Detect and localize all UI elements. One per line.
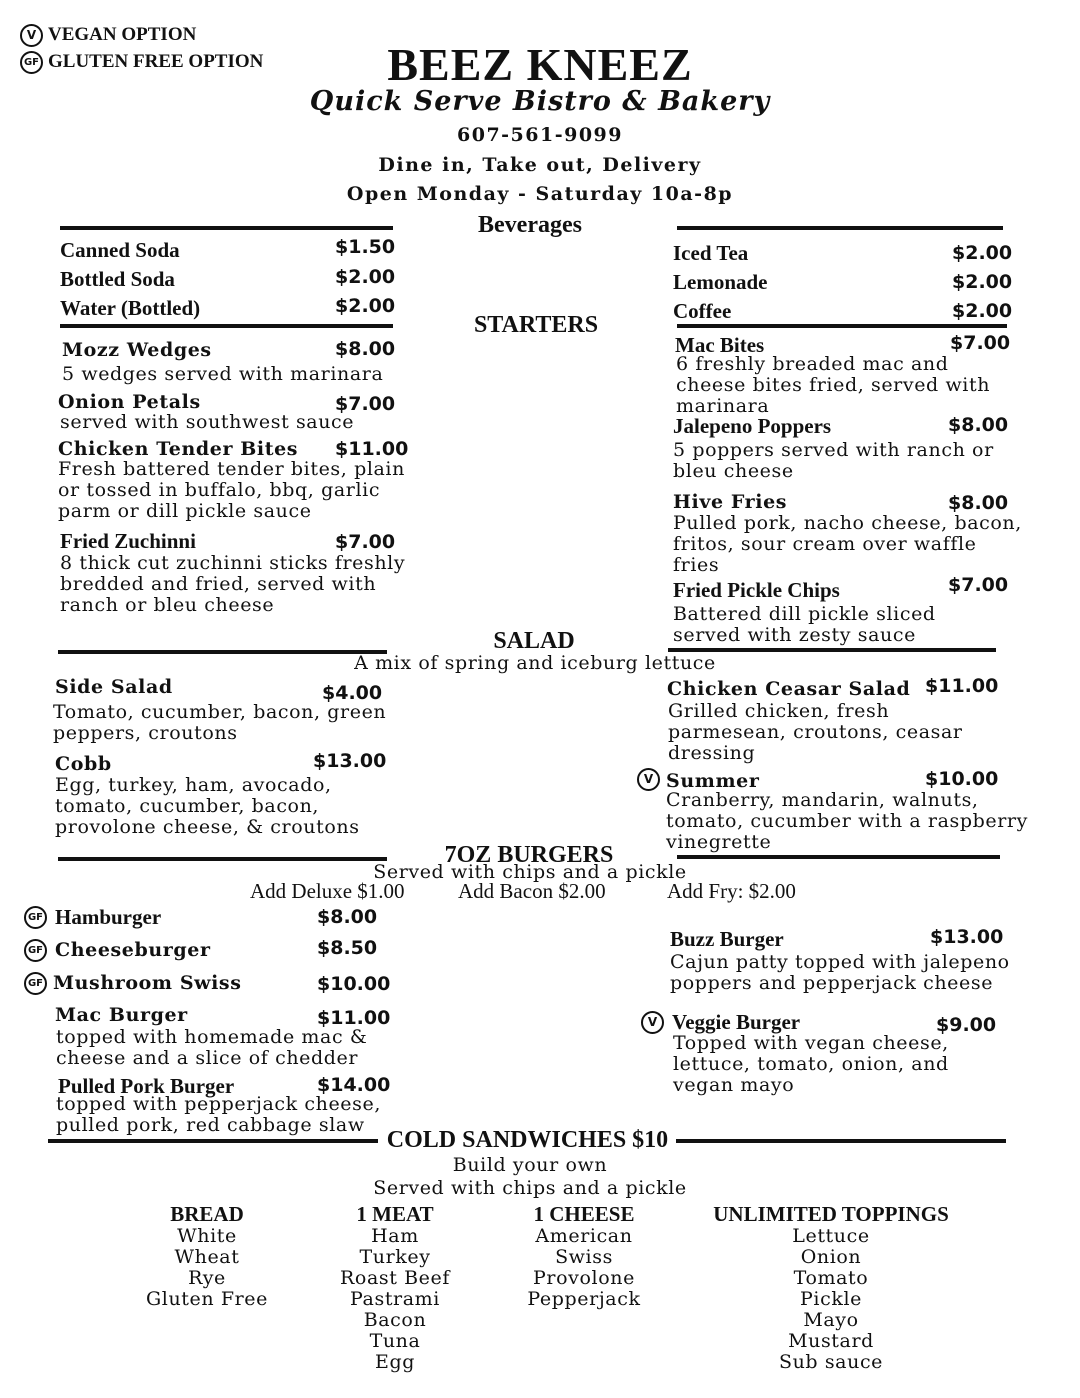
bread-options: BREAD White Wheat Rye Gluten Free xyxy=(107,1204,307,1310)
menu-item-price: $13.00 xyxy=(313,750,387,772)
option-item: Provolone xyxy=(533,1267,635,1289)
sandwiches-subheading: Build your own xyxy=(452,1154,608,1176)
addon-deluxe: Add Deluxe $1.00 xyxy=(250,879,405,903)
menu-item-description: Egg, turkey, ham, avocado, tomato, cucumber, bacon, provolone cheese, & croutons xyxy=(55,774,360,838)
sandwiches-heading: COLD SANDWICHES $10 xyxy=(386,1127,669,1153)
menu-item-description: Pulled pork, nacho cheese, bacon, fritos, sour cream over waffle fries xyxy=(673,512,1022,576)
menu-item-name: Veggie Burger xyxy=(672,1010,801,1034)
menu-item-price: $1.50 xyxy=(335,236,396,258)
menu-item-price: $2.00 xyxy=(335,295,396,317)
divider xyxy=(677,855,1000,859)
meat-options: 1 MEAT Ham Turkey Roast Beef Pastrami Bacon Tuna Egg xyxy=(295,1204,495,1373)
menu-item-description: Topped with vegan cheese, lettuce, tomato, onion, and vegan mayo xyxy=(673,1032,949,1096)
menu-item-name: Bottled Soda xyxy=(60,267,175,291)
menu-item-price: $7.00 xyxy=(335,393,396,415)
menu-item-name: Mac Bites xyxy=(675,333,765,357)
option-item: Lettuce xyxy=(792,1225,870,1247)
option-item: Pepperjack xyxy=(527,1288,641,1310)
menu-item-price: $10.00 xyxy=(925,768,999,790)
option-item: Egg xyxy=(375,1351,415,1373)
gluten-free-badge-icon: GF xyxy=(20,51,43,74)
menu-item-name: Mac Burger xyxy=(55,1004,188,1026)
restaurant-subtitle: Quick Serve Bistro & Bakery xyxy=(309,86,771,117)
menu-item-price: $14.00 xyxy=(317,1074,391,1096)
option-item: Pastrami xyxy=(350,1288,440,1310)
menu-item-price: $7.00 xyxy=(335,531,396,553)
menu-item-description: Cranberry, mandarin, walnuts, tomato, cucumber with a raspberry vinegrette xyxy=(666,789,1028,853)
menu-item-name: Onion Petals xyxy=(58,391,201,413)
menu-item-name: Jalepeno Poppers xyxy=(673,414,832,438)
menu-item-name: Chicken Tender Bites xyxy=(58,438,299,460)
divider xyxy=(668,648,996,652)
restaurant-title: BEEZ KNEEZ xyxy=(387,39,693,90)
menu-item-price: $11.00 xyxy=(925,675,999,697)
menu-item-name: Cobb xyxy=(55,753,112,775)
option-item: Turkey xyxy=(359,1246,431,1268)
menu-item-price: $11.00 xyxy=(317,1007,391,1029)
menu-item-description: 5 wedges served with marinara xyxy=(62,363,384,385)
gluten-free-badge-icon: GF xyxy=(24,906,47,929)
menu-item-name: Coffee xyxy=(673,299,732,323)
menu-item-price: $8.00 xyxy=(948,492,1009,514)
menu-item-price: $11.00 xyxy=(335,438,409,460)
vegan-badge-icon: V xyxy=(637,768,660,791)
menu-item-price: $8.00 xyxy=(317,906,378,928)
menu-item-name: Mozz Wedges xyxy=(62,339,212,361)
option-item: Gluten Free xyxy=(145,1288,268,1310)
option-item: Mayo xyxy=(803,1309,859,1331)
menu-item-name: Iced Tea xyxy=(673,241,749,265)
menu-item-price: $10.00 xyxy=(317,973,391,995)
burgers-subheading: Served with chips and a pickle xyxy=(373,861,687,883)
menu-item-name: Canned Soda xyxy=(60,238,180,262)
menu-item-description: served with southwest sauce xyxy=(60,411,355,433)
beverages-heading: Beverages xyxy=(478,212,582,238)
option-item: Onion xyxy=(800,1246,862,1268)
menu-item-name: Fried Pickle Chips xyxy=(673,578,840,602)
vegan-badge-icon: V xyxy=(641,1011,664,1034)
menu-item-name: Hamburger xyxy=(55,905,162,929)
phone-number: 607-561-9099 xyxy=(457,124,623,146)
burgers-heading: 7OZ BURGERS xyxy=(444,842,614,868)
menu-item-name: Buzz Burger xyxy=(670,927,784,951)
addon-bacon: Add Bacon $2.00 xyxy=(458,879,606,903)
option-item: Ham xyxy=(371,1225,419,1247)
service-options: Dine in, Take out, Delivery xyxy=(378,154,702,176)
option-item: Mustard xyxy=(788,1330,874,1352)
menu-item-name: Water (Bottled) xyxy=(60,296,201,320)
option-item: Rye xyxy=(188,1267,226,1289)
menu-item-price: $9.00 xyxy=(936,1014,997,1036)
cheese-options: 1 CHEESE American Swiss Provolone Pepperjack xyxy=(484,1204,684,1310)
menu-item-price: $8.50 xyxy=(317,937,378,959)
menu-item-description: topped with homemade mac & cheese and a slice of chedder xyxy=(56,1026,368,1069)
menu-item-description: 5 poppers served with ranch or bleu cheese xyxy=(673,439,994,482)
starters-heading: STARTERS xyxy=(473,312,599,338)
option-item: Wheat xyxy=(174,1246,240,1268)
menu-item-description: Tomato, cucumber, bacon, green peppers, croutons xyxy=(53,701,387,744)
option-item: Pickle xyxy=(800,1288,862,1310)
divider xyxy=(60,226,393,230)
menu-item-price: $8.00 xyxy=(335,338,396,360)
option-item: Sub sauce xyxy=(778,1351,884,1373)
menu-item-description: 8 thick cut zuchinni sticks freshly bredded and fried, served with ranch or bleu cheese xyxy=(60,552,406,616)
option-item: American xyxy=(535,1225,633,1247)
menu-item-name: Chicken Ceasar Salad xyxy=(667,678,911,700)
divider xyxy=(676,1139,1006,1143)
menu-item-name: Hive Fries xyxy=(673,491,788,513)
toppings-options: UNLIMITED TOPPINGS Lettuce Onion Tomato Pickle Mayo Mustard Sub sauce xyxy=(691,1204,971,1373)
menu-item-name: Lemonade xyxy=(673,270,768,294)
menu-item-name: Side Salad xyxy=(55,676,173,698)
sandwiches-subheading: Served with chips and a pickle xyxy=(373,1177,687,1199)
menu-item-name: Pulled Pork Burger xyxy=(58,1074,235,1098)
option-item: Bacon xyxy=(363,1309,427,1331)
option-item: Tomato xyxy=(793,1267,869,1289)
menu-item-name: Fried Zuchinni xyxy=(60,529,196,553)
gluten-free-badge-icon: GF xyxy=(24,939,47,962)
menu-item-price: $2.00 xyxy=(952,242,1013,264)
menu-item-description: Grilled chicken, fresh parmesean, croutons, ceasar dressing xyxy=(668,700,963,764)
divider xyxy=(677,324,1007,328)
gluten-free-badge-icon: GF xyxy=(24,972,47,995)
option-item: Tuna xyxy=(369,1330,421,1352)
divider xyxy=(677,226,1003,230)
menu-item-price: $7.00 xyxy=(948,574,1009,596)
option-item: Swiss xyxy=(555,1246,613,1268)
menu-item-price: $2.00 xyxy=(335,266,396,288)
vegan-badge-icon: V xyxy=(20,24,43,47)
menu-item-price: $7.00 xyxy=(950,332,1011,354)
menu-item-description: Cajun patty topped with jalepeno poppers and pepperjack cheese xyxy=(670,951,1010,994)
divider xyxy=(58,857,387,861)
gluten-free-legend-label: GLUTEN FREE OPTION xyxy=(48,51,264,72)
option-item: Roast Beef xyxy=(340,1267,450,1289)
menu-item-description: Battered dill pickle sliced served with zesty sauce xyxy=(673,603,936,646)
opening-hours: Open Monday - Saturday 10a-8p xyxy=(346,183,734,205)
vegan-legend-label: VEGAN OPTION xyxy=(48,24,197,45)
divider xyxy=(60,324,393,328)
menu-item-name: Summer xyxy=(666,770,760,792)
menu-item-description: 6 freshly breaded mac and cheese bites fried, served with marinara xyxy=(676,353,991,417)
addon-fry: Add Fry: $2.00 xyxy=(667,879,796,903)
salad-subheading: A mix of spring and iceburg lettuce xyxy=(354,652,716,674)
option-item: White xyxy=(177,1225,237,1247)
menu-item-price: $8.00 xyxy=(948,414,1009,436)
menu-item-name: Cheeseburger xyxy=(55,939,211,961)
divider xyxy=(48,1139,378,1143)
menu-item-price: $4.00 xyxy=(322,682,383,704)
menu-item-price: $13.00 xyxy=(930,926,1004,948)
menu-item-description: topped with pepperjack cheese, pulled pork, red cabbage slaw xyxy=(56,1093,381,1136)
menu-item-name: Mushroom Swiss xyxy=(53,972,242,994)
menu-item-description: Fresh battered tender bites, plain or tossed in buffalo, bbq, garlic parm or dill pickle sauce xyxy=(58,458,405,522)
menu-item-price: $2.00 xyxy=(952,271,1013,293)
salad-heading: SALAD xyxy=(493,628,575,654)
menu-item-price: $2.00 xyxy=(952,300,1013,322)
